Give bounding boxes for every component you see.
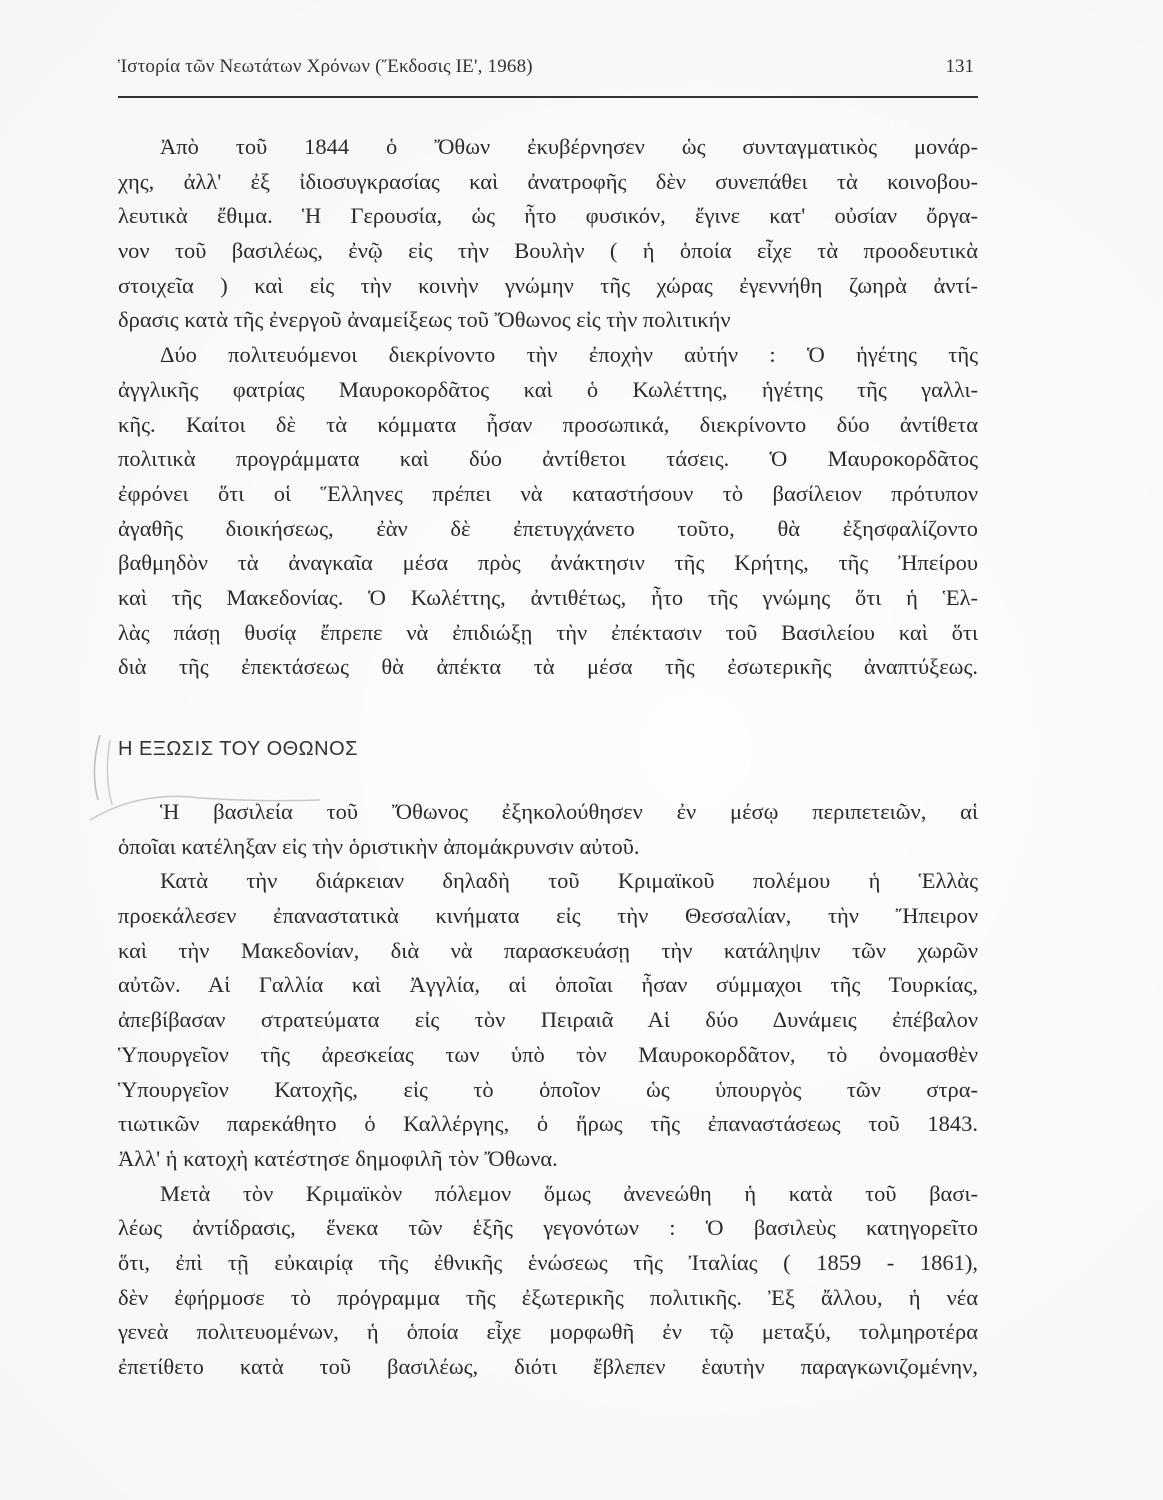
text-line: τιωτικῶν παρεκάθητο ὁ Καλλέργης, ὁ ἥρως τῆς ἐπαναστάσεως τοῦ 1843.	[118, 1111, 978, 1137]
text-line: πολιτικὰ προγράμματα καὶ δύο ἀντίθετοι τάσεις. Ὁ Μαυροκορδᾶτος	[118, 446, 978, 472]
text-line: λὰς πάσῃ θυσίᾳ ἔπρεπε νὰ ἐπιδιώξῃ τὴν ἐπέκτασιν τοῦ Βασιλείου καὶ ὅτι	[118, 619, 978, 645]
text-line: Δύο πολιτευόμενοι διεκρίνοντο τὴν ἐποχὴν αὐτήν : Ὁ ἡγέτης τῆς	[160, 342, 978, 368]
section-2-text	[118, 795, 978, 1385]
header-rule	[118, 96, 978, 98]
text-line: Κατὰ τὴν διάρκειαν δηλαδὴ τοῦ Κριμαϊκοῦ πολέμου ἡ Ἑλλὰς	[160, 868, 978, 894]
paragraph	[118, 1177, 978, 1385]
text-line: ἐπετίθετο κατὰ τοῦ βασιλέως, διότι ἔβλεπεν ἑαυτὴν παραγκωνιζομένην,	[118, 1354, 978, 1379]
text-line: γενεὰ πολιτευομένων, ἡ ὁποία εἶχε μορφωθῆ ἐν τῷ μεταξύ, τολμηροτέρα	[118, 1319, 978, 1345]
text-line: ὁποῖαι κατέληξαν εἰς τὴν ὁριστικὴν ἀπομάκρυνσιν αὐτοῦ.	[118, 833, 640, 859]
text-line: αὐτῶν. Αἱ Γαλλία καὶ Ἀγγλία, αἱ ὁποῖαι ἦσαν σύμμαχοι τῆς Τουρκίας,	[118, 972, 978, 998]
text-line: δρασις κατὰ τῆς ἐνεργοῦ ἀναμείξεως τοῦ Ὄθωνος εἰς τὴν πολιτικήν	[118, 307, 731, 333]
section-heading: Η ΕΞΩΣΙΣ ΤΟΥ ΟΘΩΝΟΣ	[118, 738, 358, 760]
paragraph	[118, 130, 978, 338]
running-header	[118, 56, 978, 86]
text-line: ἀγγλικῆς φατρίας Μαυροκορδᾶτος καὶ ὁ Κωλέττης, ἡγέτης τῆς γαλλι-	[118, 376, 978, 402]
text-line: δὲν ἐφήρμοσε τὸ πρόγραμμα τῆς ἐξωτερικῆς πολιτικῆς. Ἐξ ἄλλου, ἡ νέα	[118, 1284, 978, 1310]
text-line: στοιχεῖα ) καὶ εἰς τὴν κοινὴν γνώμην τῆς χώρας ἐγεννήθη ζωηρὰ ἀντί-	[118, 272, 978, 298]
page-number: 131	[945, 56, 974, 77]
text-line: χης, ἀλλ' ἐξ ἰδιοσυγκρασίας καὶ ἀνατροφῆς δὲν συνεπάθει τὰ κοινοβου-	[118, 168, 978, 194]
paragraph	[118, 338, 978, 685]
text-line: διὰ τῆς ἐπεκτάσεως θὰ ἀπέκτα τὰ μέσα τῆς ἐσωτερικῆς ἀναπτύξεως.	[118, 654, 978, 680]
paragraph	[118, 795, 978, 864]
text-line: Ἀλλ' ἡ κατοχὴ κατέστησε δημοφιλῆ τὸν Ὄθωνα.	[118, 1145, 558, 1171]
paragraph	[118, 864, 978, 1176]
text-line: Μετὰ τὸν Κριμαϊκὸν πόλεμον ὅμως ἀνενεώθη ἡ κατὰ τοῦ βασι-	[160, 1180, 978, 1206]
text-line: νον τοῦ βασιλέως, ἐνῷ εἰς τὴν Βουλὴν ( ἡ ὁποία εἶχε τὰ προοδευτικὰ	[118, 238, 978, 264]
text-line: κῆς. Καίτοι δὲ τὰ κόμματα ἦσαν προσωπικά, διεκρίνοντο δύο ἀντίθετα	[118, 411, 978, 437]
section-1-text	[118, 130, 978, 685]
text-line: ἀπεβίβασαν στρατεύματα εἰς τὸν Πειραιᾶ Αἱ δύο Δυνάμεις ἐπέβαλον	[118, 1007, 978, 1033]
text-line: βαθμηδὸν τὰ ἀναγκαῖα μέσα πρὸς ἀνάκτησιν τῆς Κρήτης, τῆς Ἠπείρου	[118, 550, 978, 576]
text-line: λέως ἀντίδρασις, ἕνεκα τῶν ἑξῆς γεγονότων : Ὁ βασιλεὺς κατηγορεῖτο	[118, 1215, 978, 1241]
text-line: προεκάλεσεν ἐπαναστατικὰ κινήματα εἰς τὴν Θεσσαλίαν, τὴν Ἤπειρον	[118, 903, 978, 929]
text-line: ὅτι, ἐπὶ τῇ εὐκαιρίᾳ τῆς ἐθνικῆς ἑνώσεως τῆς Ἰταλίας ( 1859 - 1861),	[118, 1249, 978, 1275]
text-line: Ὑπουργεῖον Κατοχῆς, εἰς τὸ ὁποῖον ὡς ὑπουργὸς τῶν στρα-	[118, 1076, 978, 1102]
text-line: Ὑπουργεῖον τῆς ἀρεσκείας των ὑπὸ τὸν Μαυροκορδᾶτον, τὸ ὀνομασθὲν	[118, 1041, 978, 1067]
header-title: Ἱστορία τῶν Νεωτάτων Χρόνων (Ἔκδοσις ΙΕ', 1968)	[118, 56, 533, 77]
text-line: Ἡ βασιλεία τοῦ Ὄθωνος ἐξηκολούθησεν ἐν μέσῳ περιπετειῶν, αἱ	[160, 799, 978, 824]
text-line: καὶ τὴν Μακεδονίαν, διὰ νὰ παρασκευάσῃ τὴν κατάληψιν τῶν χωρῶν	[118, 937, 978, 963]
text-line: Ἀπὸ τοῦ 1844 ὁ Ὄθων ἐκυβέρνησεν ὡς συνταγματικὸς μονάρ-	[160, 134, 978, 159]
text-line: ἀγαθῆς διοικήσεως, ἐὰν δὲ ἐπετυγχάνετο τοῦτο, θὰ ἐξησφαλίζοντο	[118, 515, 978, 541]
text-line: ἐφρόνει ὅτι οἱ Ἕλληνες πρέπει νὰ καταστήσουν τὸ βασίλειον πρότυπον	[118, 480, 978, 506]
text-line: καὶ τῆς Μακεδονίας. Ὁ Κωλέττης, ἀντιθέτως, ἦτο τῆς γνώμης ὅτι ἡ Ἑλ-	[118, 584, 978, 610]
text-line: λευτικὰ ἔθιμα. Ἡ Γερουσία, ὡς ἦτο φυσικόν, ἔγινε κατ' οὐσίαν ὄργα-	[118, 203, 978, 229]
